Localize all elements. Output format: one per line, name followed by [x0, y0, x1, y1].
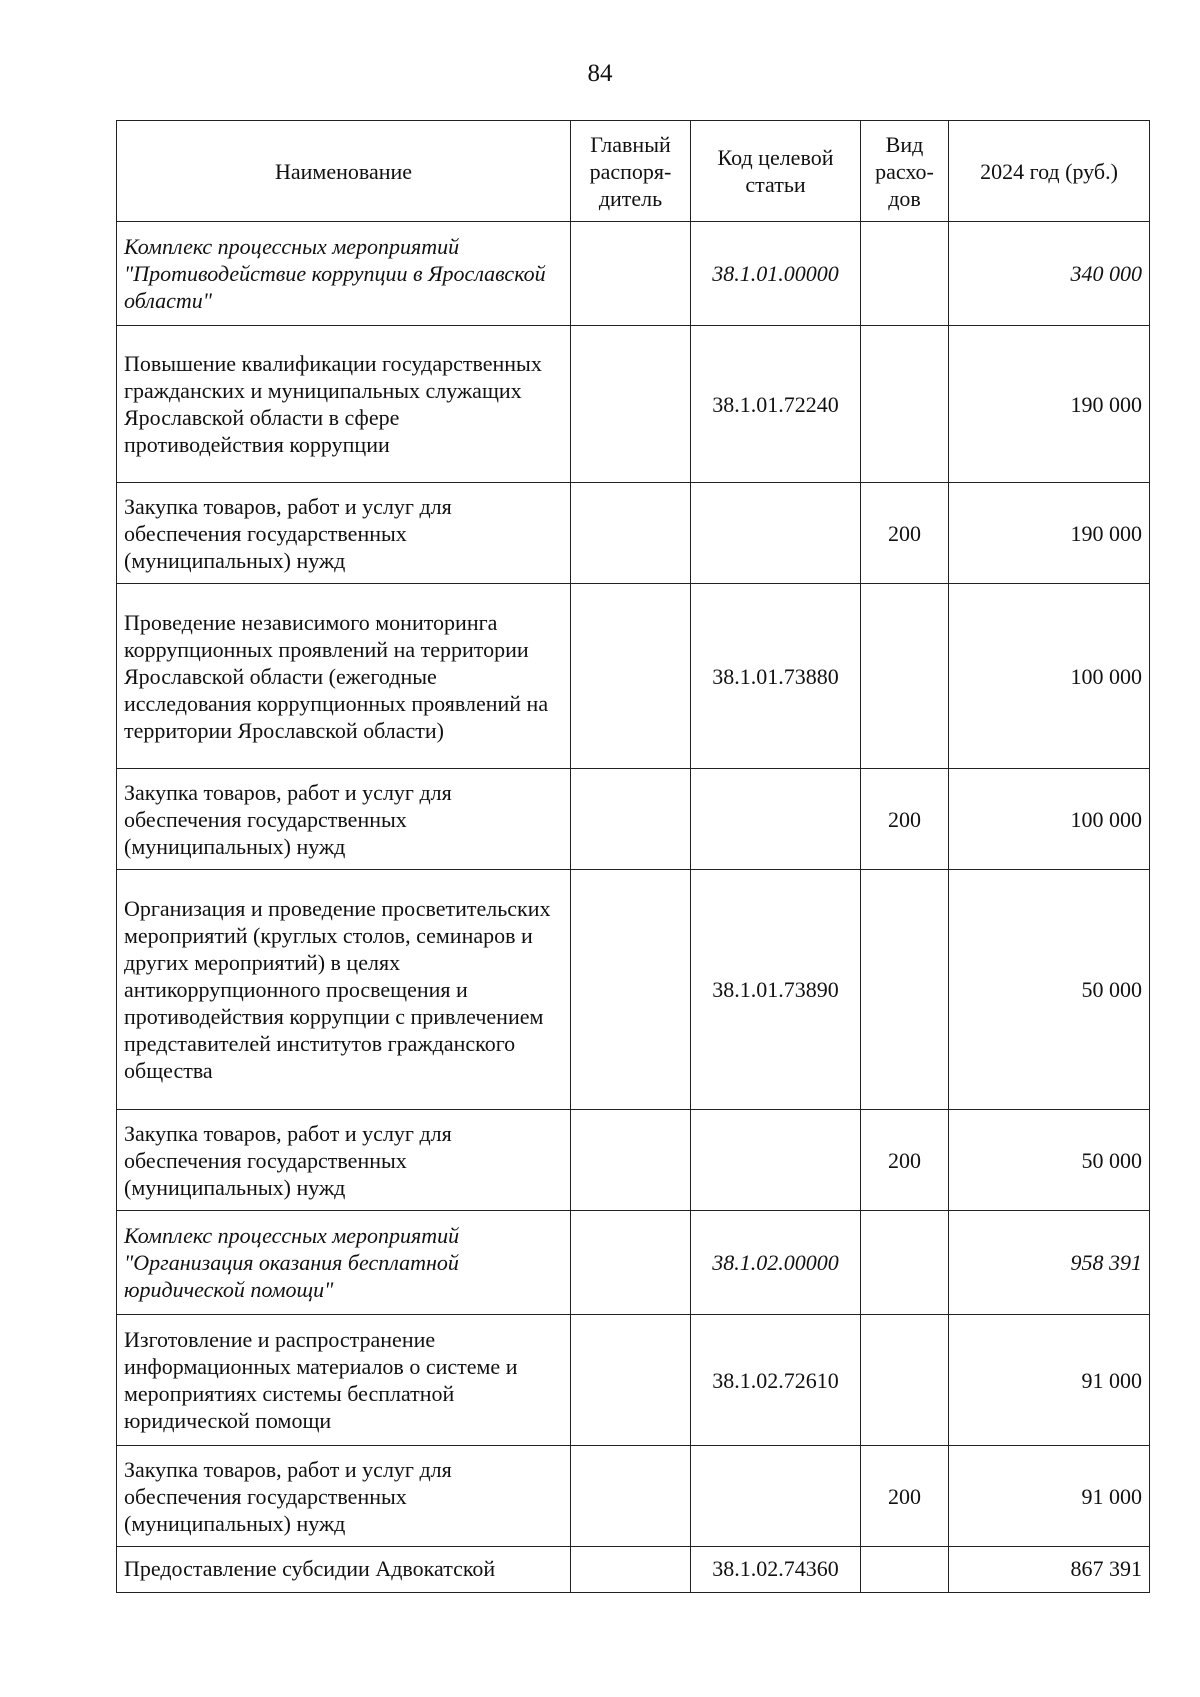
table-row	[117, 1110, 1150, 1211]
cell-name: Закупка товаров, работ и услуг для обеспечения государственных (муниципальных) нужд	[117, 1110, 571, 1211]
budget-table	[116, 120, 1150, 1593]
table-row	[117, 326, 1150, 483]
table-header-row	[117, 121, 1150, 222]
cell-kind	[861, 222, 949, 326]
cell-code: 38.1.01.00000	[691, 222, 861, 326]
cell-kind: 200	[861, 483, 949, 584]
cell-kind	[861, 1547, 949, 1593]
cell-kind: 200	[861, 1110, 949, 1211]
cell-name: Закупка товаров, работ и услуг для обеспечения государственных (муниципальных) нужд	[117, 769, 571, 870]
cell-manager	[571, 1547, 691, 1593]
cell-name: Организация и проведение просветительских мероприятий (круглых столов, семинаров и других мероприятий) в целях антикоррупционного просвещения и противодействия коррупции с привлечением представителей институтов гражданского общества	[117, 870, 571, 1110]
table-row	[117, 769, 1150, 870]
cell-kind	[861, 870, 949, 1110]
table-row	[117, 1446, 1150, 1547]
cell-code	[691, 769, 861, 870]
page-number: 84	[587, 60, 613, 87]
cell-code: 38.1.01.73890	[691, 870, 861, 1110]
cell-manager	[571, 1211, 691, 1315]
cell-amount: 340 000	[949, 222, 1150, 326]
cell-amount: 50 000	[949, 1110, 1150, 1211]
cell-code: 38.1.02.00000	[691, 1211, 861, 1315]
cell-amount: 100 000	[949, 584, 1150, 769]
cell-kind	[861, 1211, 949, 1315]
cell-amount: 190 000	[949, 483, 1150, 584]
cell-name: Комплекс процессных мероприятий "Противодействие коррупции в Ярославской области"	[117, 222, 571, 326]
table-row	[117, 483, 1150, 584]
cell-code: 38.1.02.72610	[691, 1315, 861, 1446]
cell-manager	[571, 1446, 691, 1547]
cell-name: Изготовление и распространение информационных материалов о системе и мероприятиях системы бесплатной юридической помощи	[117, 1315, 571, 1446]
header-name: Наименование	[117, 121, 571, 222]
cell-kind	[861, 584, 949, 769]
cell-amount: 91 000	[949, 1446, 1150, 1547]
cell-name: Предоставление субсидии Адвокатской	[117, 1547, 571, 1593]
cell-manager	[571, 222, 691, 326]
table-row	[117, 584, 1150, 769]
header-manager: Главный распоря-дитель	[571, 121, 691, 222]
cell-amount: 50 000	[949, 870, 1150, 1110]
cell-code: 38.1.01.73880	[691, 584, 861, 769]
table-row	[117, 870, 1150, 1110]
cell-code: 38.1.02.74360	[691, 1547, 861, 1593]
cell-manager	[571, 326, 691, 483]
table-row	[117, 1211, 1150, 1315]
cell-code	[691, 1110, 861, 1211]
cell-code	[691, 483, 861, 584]
cell-manager	[571, 870, 691, 1110]
cell-amount: 91 000	[949, 1315, 1150, 1446]
cell-manager	[571, 769, 691, 870]
table-row	[117, 1547, 1150, 1593]
cell-amount: 190 000	[949, 326, 1150, 483]
cell-amount: 958 391	[949, 1211, 1150, 1315]
cell-manager	[571, 584, 691, 769]
cell-manager	[571, 483, 691, 584]
table-row	[117, 1315, 1150, 1446]
cell-name: Закупка товаров, работ и услуг для обеспечения государственных (муниципальных) нужд	[117, 483, 571, 584]
cell-code	[691, 1446, 861, 1547]
cell-name: Закупка товаров, работ и услуг для обеспечения государственных (муниципальных) нужд	[117, 1446, 571, 1547]
cell-name: Проведение независимого мониторинга коррупционных проявлений на территории Ярославской области (ежегодные исследования коррупционных проявлений на территории Ярославской области)	[117, 584, 571, 769]
cell-kind	[861, 1315, 949, 1446]
header-amount: 2024 год (руб.)	[949, 121, 1150, 222]
cell-code: 38.1.01.72240	[691, 326, 861, 483]
cell-kind: 200	[861, 769, 949, 870]
cell-name: Повышение квалификации государственных гражданских и муниципальных служащих Ярославской области в сфере противодействия коррупции	[117, 326, 571, 483]
cell-kind	[861, 326, 949, 483]
cell-manager	[571, 1110, 691, 1211]
header-kind: Вид расхо-дов	[861, 121, 949, 222]
cell-kind: 200	[861, 1446, 949, 1547]
table-row	[117, 222, 1150, 326]
cell-amount: 867 391	[949, 1547, 1150, 1593]
cell-manager	[571, 1315, 691, 1446]
cell-name: Комплекс процессных мероприятий "Организация оказания бесплатной юридической помощи"	[117, 1211, 571, 1315]
cell-amount: 100 000	[949, 769, 1150, 870]
header-code: Код целевой статьи	[691, 121, 861, 222]
